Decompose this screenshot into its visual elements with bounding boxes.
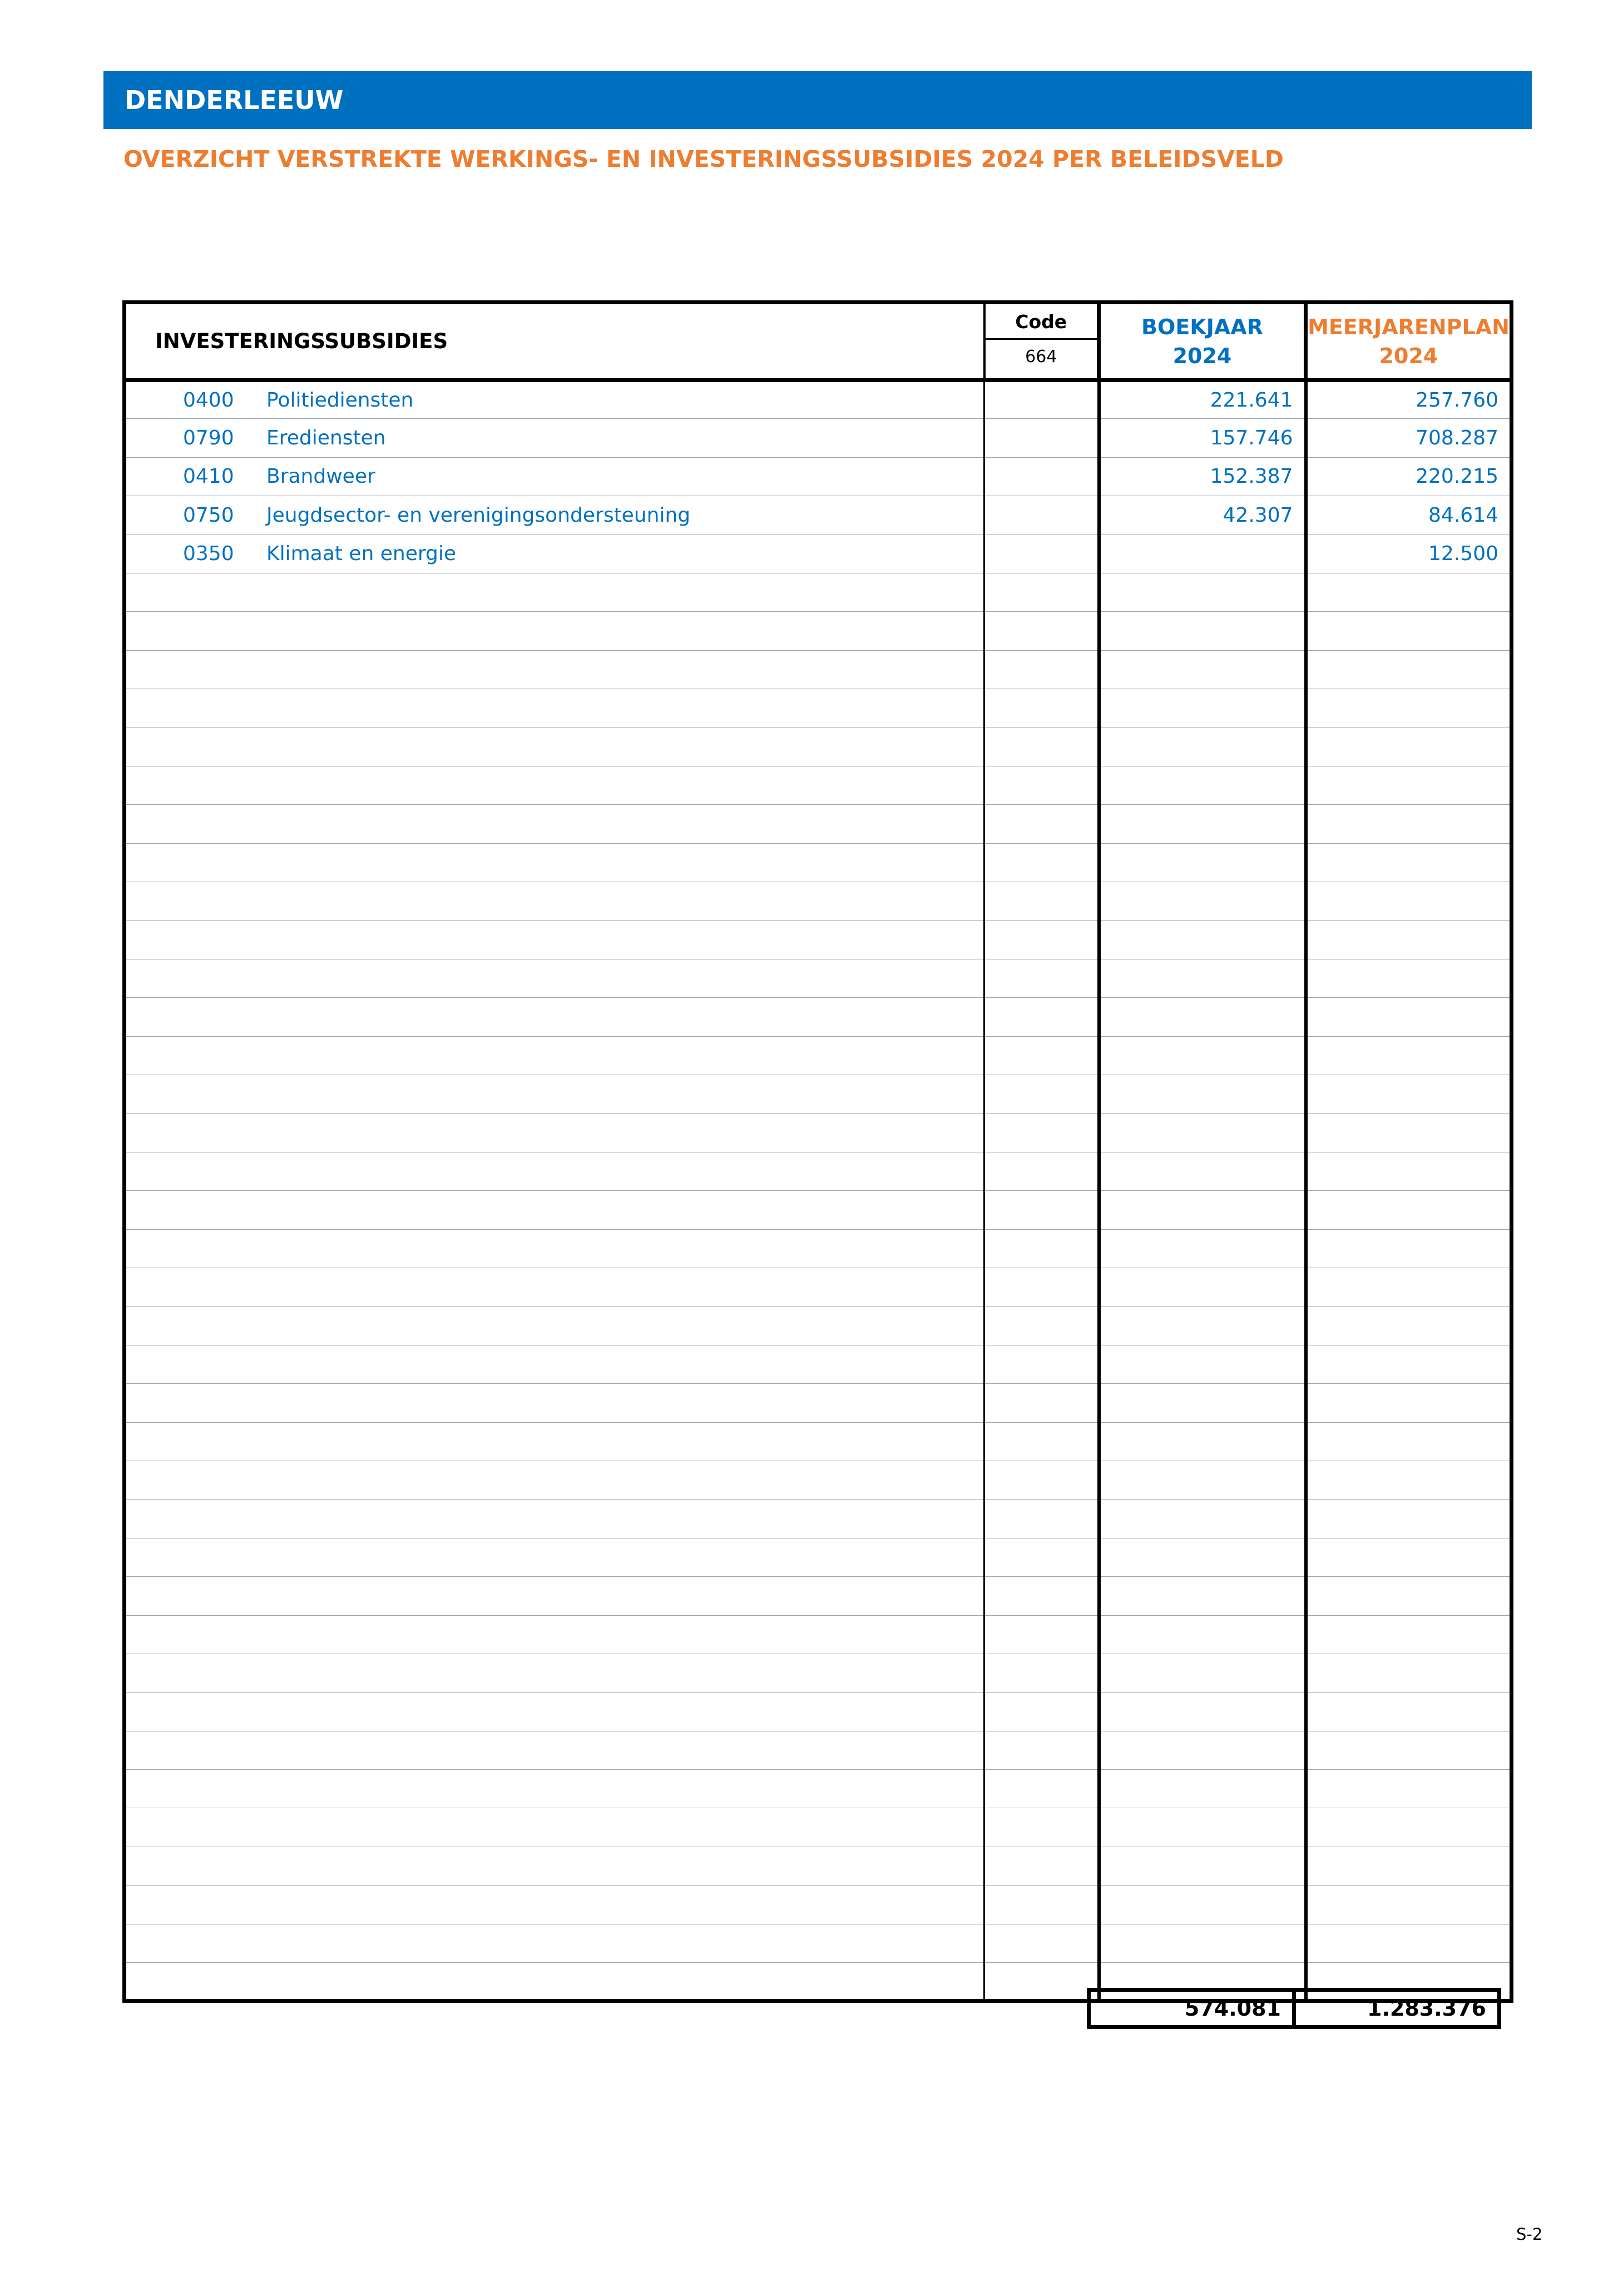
empty-table-row bbox=[125, 1924, 1512, 1962]
empty-table-row bbox=[125, 1152, 1512, 1190]
table-row bbox=[125, 419, 1512, 457]
empty-cell bbox=[984, 882, 1099, 921]
empty-cell bbox=[1306, 1384, 1512, 1422]
empty-table-row bbox=[125, 1693, 1512, 1731]
empty-cell bbox=[125, 689, 984, 728]
table-body bbox=[125, 380, 1512, 2001]
empty-cell bbox=[984, 1461, 1099, 1499]
empty-cell bbox=[125, 650, 984, 689]
empty-cell bbox=[984, 728, 1099, 766]
empty-cell bbox=[125, 1191, 984, 1229]
empty-cell bbox=[125, 1500, 984, 1538]
empty-cell bbox=[1306, 1808, 1512, 1847]
table-row bbox=[125, 457, 1512, 496]
empty-cell bbox=[1099, 1461, 1306, 1499]
empty-cell bbox=[984, 689, 1099, 728]
empty-cell bbox=[1099, 959, 1306, 997]
empty-cell bbox=[984, 921, 1099, 959]
empty-table-row bbox=[125, 1345, 1512, 1383]
code-header bbox=[984, 303, 1099, 380]
empty-cell bbox=[1306, 728, 1512, 766]
empty-cell bbox=[1306, 1345, 1512, 1383]
row-meerjarenplan: 84.614 bbox=[1306, 496, 1512, 535]
empty-cell bbox=[1306, 1152, 1512, 1190]
empty-cell bbox=[984, 805, 1099, 843]
table-row bbox=[125, 380, 1512, 419]
empty-cell bbox=[1306, 1307, 1512, 1345]
table-title: INVESTERINGSSUBSIDIES bbox=[125, 303, 984, 380]
empty-cell bbox=[1306, 1577, 1512, 1615]
empty-table-row bbox=[125, 1114, 1512, 1152]
row-code-cell bbox=[984, 496, 1099, 535]
row-label: Erediensten bbox=[266, 427, 386, 450]
empty-cell bbox=[984, 1500, 1099, 1538]
empty-cell bbox=[1099, 1268, 1306, 1306]
empty-cell bbox=[125, 1114, 984, 1152]
empty-cell bbox=[1099, 1847, 1306, 1885]
empty-cell bbox=[1099, 1422, 1306, 1461]
empty-cell bbox=[1306, 1461, 1512, 1499]
empty-cell bbox=[1306, 1114, 1512, 1152]
empty-cell bbox=[1306, 1075, 1512, 1114]
empty-cell bbox=[1306, 573, 1512, 611]
row-boekjaar: 157.746 bbox=[1099, 419, 1306, 457]
empty-cell bbox=[984, 1268, 1099, 1306]
empty-table-row bbox=[125, 1847, 1512, 1885]
empty-cell bbox=[1099, 1075, 1306, 1114]
meerjarenplan-header bbox=[1306, 303, 1512, 380]
empty-cell bbox=[1099, 1693, 1306, 1731]
empty-cell bbox=[125, 1693, 984, 1731]
total-meerjarenplan: 1.283.376 bbox=[1292, 1988, 1501, 2029]
empty-cell bbox=[984, 1345, 1099, 1383]
row-meerjarenplan: 12.500 bbox=[1306, 535, 1512, 573]
row-meerjarenplan: 220.215 bbox=[1306, 457, 1512, 496]
empty-cell bbox=[125, 1229, 984, 1268]
row-code-cell bbox=[984, 419, 1099, 457]
row-label: Jeugdsector- en verenigingsondersteuning bbox=[266, 503, 691, 527]
row-label: Klimaat en energie bbox=[266, 542, 457, 566]
row-label: Politiediensten bbox=[266, 389, 414, 412]
empty-cell bbox=[1099, 573, 1306, 611]
boekjaar-label: BOEKJAAR bbox=[1141, 314, 1263, 339]
empty-cell bbox=[984, 1036, 1099, 1075]
row-code-cell bbox=[984, 380, 1099, 419]
empty-cell bbox=[1099, 843, 1306, 882]
empty-cell bbox=[984, 1152, 1099, 1190]
empty-cell bbox=[984, 1963, 1099, 2001]
empty-cell bbox=[1306, 1229, 1512, 1268]
empty-cell bbox=[1099, 1307, 1306, 1345]
empty-cell bbox=[1099, 689, 1306, 728]
empty-cell bbox=[125, 612, 984, 650]
empty-table-row bbox=[125, 959, 1512, 997]
empty-cell bbox=[1099, 1229, 1306, 1268]
empty-cell bbox=[1306, 882, 1512, 921]
empty-cell bbox=[984, 1384, 1099, 1422]
empty-cell bbox=[125, 1036, 984, 1075]
empty-cell bbox=[1099, 650, 1306, 689]
empty-table-row bbox=[125, 728, 1512, 766]
empty-table-row bbox=[125, 1307, 1512, 1345]
empty-table-row bbox=[125, 843, 1512, 882]
empty-cell bbox=[984, 766, 1099, 804]
empty-cell bbox=[1099, 1345, 1306, 1383]
empty-cell bbox=[125, 1538, 984, 1576]
empty-cell bbox=[1099, 728, 1306, 766]
empty-cell bbox=[984, 843, 1099, 882]
empty-cell bbox=[1306, 650, 1512, 689]
empty-cell bbox=[984, 1615, 1099, 1654]
empty-cell bbox=[1306, 921, 1512, 959]
empty-cell bbox=[1099, 998, 1306, 1036]
empty-cell bbox=[1306, 1886, 1512, 1924]
empty-table-row bbox=[125, 882, 1512, 921]
empty-cell bbox=[1306, 1731, 1512, 1769]
empty-cell bbox=[125, 1577, 984, 1615]
row-description bbox=[125, 457, 984, 496]
empty-cell bbox=[1099, 1152, 1306, 1190]
row-description bbox=[125, 496, 984, 535]
empty-table-row bbox=[125, 766, 1512, 804]
empty-cell bbox=[1099, 1114, 1306, 1152]
empty-table-row bbox=[125, 1384, 1512, 1422]
row-description bbox=[125, 535, 984, 573]
empty-table-row bbox=[125, 1036, 1512, 1075]
empty-cell bbox=[984, 1654, 1099, 1692]
code-value: 664 bbox=[1025, 347, 1057, 367]
empty-table-row bbox=[125, 573, 1512, 611]
empty-cell bbox=[984, 1847, 1099, 1885]
empty-cell bbox=[125, 1654, 984, 1692]
boekjaar-header bbox=[1099, 303, 1306, 380]
empty-cell bbox=[1099, 1808, 1306, 1847]
empty-cell bbox=[984, 1693, 1099, 1731]
row-description bbox=[125, 380, 984, 419]
row-code: 0350 bbox=[183, 542, 234, 566]
empty-cell bbox=[125, 1268, 984, 1306]
empty-cell bbox=[125, 805, 984, 843]
empty-cell bbox=[1306, 1615, 1512, 1654]
empty-cell bbox=[1099, 1191, 1306, 1229]
empty-cell bbox=[1099, 921, 1306, 959]
empty-cell bbox=[984, 1114, 1099, 1152]
empty-cell bbox=[1099, 1615, 1306, 1654]
row-meerjarenplan: 257.760 bbox=[1306, 380, 1512, 419]
empty-cell bbox=[984, 650, 1099, 689]
row-code: 0750 bbox=[183, 503, 234, 527]
empty-cell bbox=[1099, 1654, 1306, 1692]
total-boekjaar: 574.081 bbox=[1087, 1988, 1296, 2029]
empty-cell bbox=[125, 882, 984, 921]
empty-table-row bbox=[125, 1615, 1512, 1654]
empty-cell bbox=[1306, 1422, 1512, 1461]
empty-table-row bbox=[125, 1577, 1512, 1615]
empty-table-row bbox=[125, 1808, 1512, 1847]
empty-cell bbox=[1306, 1693, 1512, 1731]
empty-cell bbox=[1099, 1886, 1306, 1924]
code-label: Code bbox=[986, 304, 1097, 340]
empty-table-row bbox=[125, 650, 1512, 689]
empty-cell bbox=[984, 1538, 1099, 1576]
row-boekjaar: 221.641 bbox=[1099, 380, 1306, 419]
row-meerjarenplan: 708.287 bbox=[1306, 419, 1512, 457]
empty-cell bbox=[1099, 1924, 1306, 1962]
row-code: 0790 bbox=[183, 427, 234, 450]
empty-table-row bbox=[125, 1500, 1512, 1538]
empty-cell bbox=[1306, 766, 1512, 804]
empty-cell bbox=[984, 1577, 1099, 1615]
meerjarenplan-label: MEERJARENPLAN bbox=[1308, 314, 1510, 339]
empty-cell bbox=[1099, 1500, 1306, 1538]
empty-cell bbox=[1099, 1036, 1306, 1075]
empty-cell bbox=[1099, 612, 1306, 650]
empty-cell bbox=[984, 1731, 1099, 1769]
empty-cell bbox=[984, 1191, 1099, 1229]
empty-table-row bbox=[125, 1886, 1512, 1924]
empty-cell bbox=[125, 1770, 984, 1808]
page-subtitle: OVERZICHT VERSTREKTE WERKINGS- EN INVESTERINGSSUBSIDIES 2024 PER BELEIDSVELD bbox=[123, 146, 1284, 172]
meerjarenplan-year: 2024 bbox=[1379, 343, 1438, 368]
empty-cell bbox=[125, 1307, 984, 1345]
empty-cell bbox=[1099, 882, 1306, 921]
empty-table-row bbox=[125, 1229, 1512, 1268]
empty-cell bbox=[1099, 1731, 1306, 1769]
empty-table-row bbox=[125, 1422, 1512, 1461]
row-label: Brandweer bbox=[266, 465, 375, 488]
empty-table-row bbox=[125, 805, 1512, 843]
empty-table-row bbox=[125, 1268, 1512, 1306]
empty-cell bbox=[1099, 1538, 1306, 1576]
empty-cell bbox=[1306, 1500, 1512, 1538]
empty-cell bbox=[984, 1770, 1099, 1808]
boekjaar-year: 2024 bbox=[1172, 343, 1232, 368]
empty-cell bbox=[984, 1075, 1099, 1114]
subsidies-table bbox=[122, 300, 1513, 2003]
empty-table-row bbox=[125, 1075, 1512, 1114]
empty-table-row bbox=[125, 1770, 1512, 1808]
empty-cell bbox=[125, 959, 984, 997]
empty-table-row bbox=[125, 1538, 1512, 1576]
empty-cell bbox=[1306, 1538, 1512, 1576]
empty-cell bbox=[984, 573, 1099, 611]
empty-table-row bbox=[125, 1654, 1512, 1692]
empty-cell bbox=[125, 1461, 984, 1499]
empty-cell bbox=[1306, 689, 1512, 728]
row-code-cell bbox=[984, 535, 1099, 573]
empty-cell bbox=[125, 1731, 984, 1769]
empty-cell bbox=[1306, 1191, 1512, 1229]
empty-cell bbox=[1306, 843, 1512, 882]
empty-cell bbox=[125, 1075, 984, 1114]
empty-cell bbox=[125, 1886, 984, 1924]
table-row bbox=[125, 535, 1512, 573]
empty-cell bbox=[125, 1847, 984, 1885]
empty-cell bbox=[1306, 1770, 1512, 1808]
empty-cell bbox=[125, 921, 984, 959]
empty-cell bbox=[984, 1307, 1099, 1345]
empty-cell bbox=[1306, 1654, 1512, 1692]
empty-cell bbox=[1306, 612, 1512, 650]
row-code: 0410 bbox=[183, 465, 234, 488]
empty-cell bbox=[1099, 1384, 1306, 1422]
empty-cell bbox=[125, 728, 984, 766]
empty-cell bbox=[1306, 1924, 1512, 1962]
row-boekjaar: 42.307 bbox=[1099, 496, 1306, 535]
empty-cell bbox=[125, 1384, 984, 1422]
empty-cell bbox=[125, 1422, 984, 1461]
empty-cell bbox=[125, 1615, 984, 1654]
municipality-banner: DENDERLEEUW bbox=[103, 71, 1532, 129]
empty-cell bbox=[1306, 1847, 1512, 1885]
empty-cell bbox=[984, 1229, 1099, 1268]
empty-cell bbox=[1306, 1268, 1512, 1306]
table-header-row bbox=[125, 303, 1512, 380]
empty-cell bbox=[984, 1924, 1099, 1962]
empty-cell bbox=[984, 612, 1099, 650]
empty-cell bbox=[1099, 1577, 1306, 1615]
empty-cell bbox=[1099, 805, 1306, 843]
empty-cell bbox=[1099, 766, 1306, 804]
row-code-cell bbox=[984, 457, 1099, 496]
empty-cell bbox=[125, 1808, 984, 1847]
empty-cell bbox=[1306, 959, 1512, 997]
empty-cell bbox=[125, 1345, 984, 1383]
empty-cell bbox=[125, 766, 984, 804]
row-description bbox=[125, 419, 984, 457]
empty-cell bbox=[125, 843, 984, 882]
empty-cell bbox=[125, 1152, 984, 1190]
empty-cell bbox=[125, 1963, 984, 2001]
empty-cell bbox=[984, 1886, 1099, 1924]
empty-cell bbox=[1306, 805, 1512, 843]
row-code: 0400 bbox=[183, 389, 234, 412]
empty-cell bbox=[984, 1808, 1099, 1847]
empty-cell bbox=[984, 959, 1099, 997]
row-boekjaar: 152.387 bbox=[1099, 457, 1306, 496]
empty-cell bbox=[984, 1422, 1099, 1461]
empty-cell bbox=[1306, 998, 1512, 1036]
empty-table-row bbox=[125, 612, 1512, 650]
empty-table-row bbox=[125, 1191, 1512, 1229]
table-row bbox=[125, 496, 1512, 535]
empty-cell bbox=[125, 1924, 984, 1962]
empty-table-row bbox=[125, 921, 1512, 959]
empty-table-row bbox=[125, 1461, 1512, 1499]
empty-table-row bbox=[125, 689, 1512, 728]
empty-cell bbox=[125, 573, 984, 611]
page-number: S-2 bbox=[1516, 2225, 1543, 2244]
empty-cell bbox=[1099, 1770, 1306, 1808]
empty-table-row bbox=[125, 998, 1512, 1036]
empty-cell bbox=[1306, 1036, 1512, 1075]
empty-cell bbox=[125, 998, 984, 1036]
row-boekjaar bbox=[1099, 535, 1306, 573]
empty-cell bbox=[984, 998, 1099, 1036]
empty-table-row bbox=[125, 1731, 1512, 1769]
